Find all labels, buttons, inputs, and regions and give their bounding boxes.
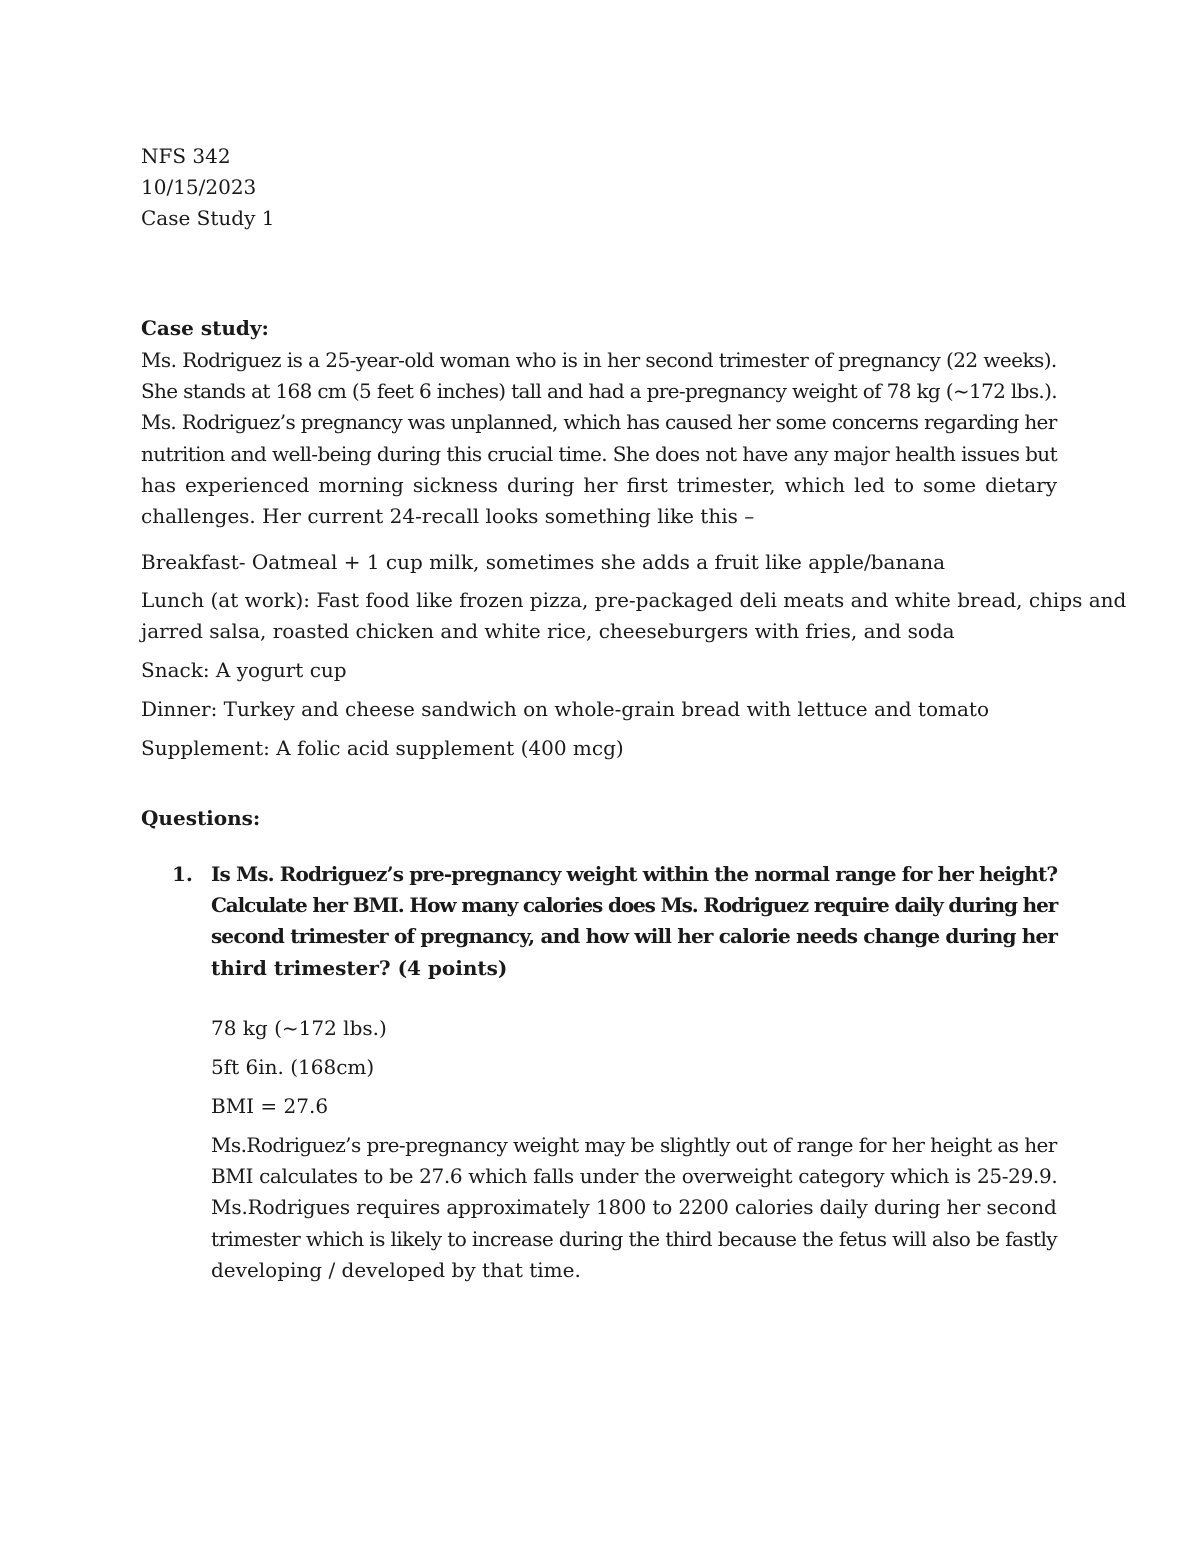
document-title: Case Study 1	[141, 206, 275, 230]
answer-bmi: BMI = 27.6	[211, 1094, 329, 1118]
case-line: nutrition and well-being during this crucial time. She does not have any major health issues but	[141, 441, 1058, 466]
case-line: Ms. Rodriguez’s pregnancy was unplanned, which has caused her some concerns regarding her	[141, 410, 1057, 435]
case-study-heading: Case study:	[141, 316, 269, 340]
case-line: She stands at 168 cm (5 feet 6 inches) tall and had a pre-pregnancy weight of 78 kg (~172 lbs.).	[141, 379, 1057, 404]
answer-weight: 78 kg (~172 lbs.)	[211, 1016, 387, 1040]
case-line: challenges. Her current 24-recall looks something like this –	[141, 504, 755, 529]
case-line: Ms. Rodriguez is a 25-year-old woman who is in her second trimester of pregnancy (22 weeks).	[141, 348, 1057, 372]
recall-snack: Snack: A yogurt cup	[141, 658, 347, 682]
case-line: has experienced morning sickness during her first trimester, which led to some dietary	[141, 472, 1057, 497]
recall-dinner: Dinner: Turkey and cheese sandwich on whole-grain bread with lettuce and tomato	[141, 697, 989, 721]
answer-height: 5ft 6in. (168cm)	[211, 1055, 375, 1079]
recall-breakfast: Breakfast- Oatmeal + 1 cup milk, sometimes she adds a fruit like apple/banana	[141, 550, 946, 574]
questions-heading: Questions:	[141, 806, 261, 830]
document-date: 10/15/2023	[141, 175, 257, 199]
question-number: 1.	[172, 862, 193, 886]
recall-lunch: Lunch (at work): Fast food like frozen pizza, pre-packaged deli meats and white bread, chips and jarred salsa, roasted chicken and white rice, cheeseburgers with fries, and soda	[141, 588, 1127, 643]
question-1-text: Is Ms. Rodriguez’s pre-pregnancy weight within the normal range for her height? Calculate her BMI. How many calories does Ms. Rodriguez require daily during her second trimester of pregnancy, and how will her calorie needs change during her third trimester? (4 points)	[211, 862, 1058, 980]
course-code: NFS 342	[141, 144, 231, 168]
recall-supplement: Supplement: A folic acid supplement (400 mcg)	[141, 736, 624, 760]
case-study-paragraph	[141, 345, 1057, 532]
answer-paragraph: Ms.Rodriguez’s pre-pregnancy weight may be slightly out of range for her height as her BMI calculates to be 27.6 which falls under the overweight category which is 25-29.9. Ms.Rodrigues requires approximately 1800 to 2200 calories daily during her second trimester which is likely to increase during the third because the fetus will also be fastly developing / developed by that time.	[211, 1133, 1058, 1282]
